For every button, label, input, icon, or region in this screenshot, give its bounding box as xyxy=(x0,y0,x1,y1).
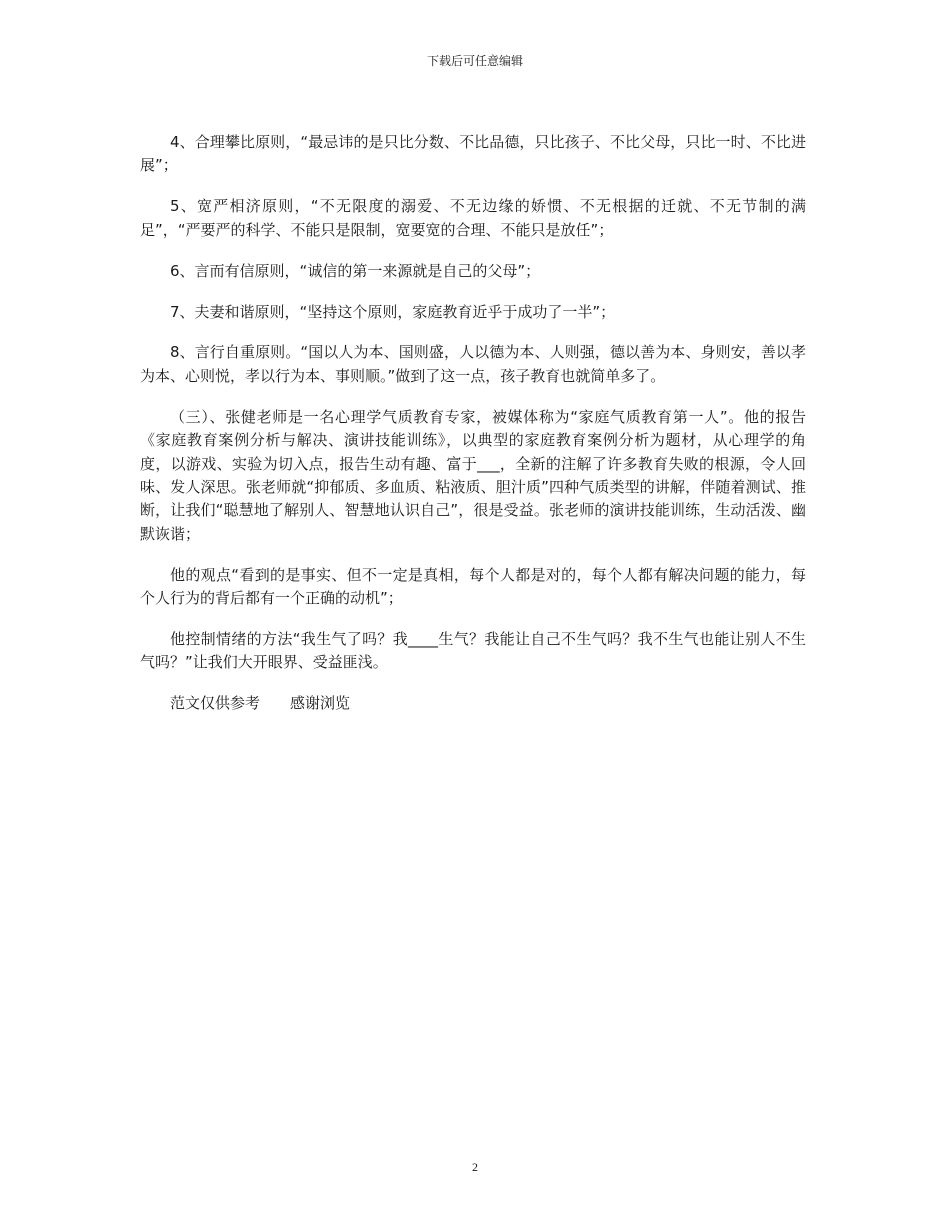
page-header: 下载后可任意编辑 xyxy=(426,54,523,68)
paragraph-principle-6: 6、言而有信原则，“诚信的第一来源就是自己的父母”； xyxy=(170,261,541,280)
paragraph-viewpoint: 他的观点“看到的是事实、但不一定是真相，每个人都是对的，每个人都有解决问题的能力，每个人行为的背后都有一个正确的动机”； xyxy=(140,565,806,608)
paragraph-principle-7: 7、夫妻和谐原则，“坚持这个原则，家庭教育近乎于成功了一半”； xyxy=(170,302,616,321)
paragraph-emotion-control: 他控制情绪的方法“我生气了吗？我____生气？我能让自己不生气吗？我不生气也能让别人不生气吗？”让我们大开眼界、受益匪浅。 xyxy=(140,630,806,672)
page-number: 2 xyxy=(472,1160,478,1174)
closing-note-right: 感谢浏览 xyxy=(290,694,351,713)
paragraph-principle-8: 8、言行自重原则。“国以人为本、国则盛，人以德为本、人则强，德以善为本、身则安，善以孝为本、心则悦，孝以行为本、事则顺。”做到了这一点，孩子教育也就简单多了。 xyxy=(140,343,806,385)
closing-note-left: 范文仅供参考 xyxy=(170,694,261,713)
paragraph-principle-4: 4、合理攀比原则，“最忌讳的是只比分数、不比品德，只比孩子、不比父母，只比一时、不比进展”； xyxy=(140,133,806,175)
paragraph-section-3: （三）、张健老师是一名心理学气质教育专家，被媒体称为“家庭气质教育第一人”。他的报告《家庭教育案例分析与解决、演讲技能训练》，以典型的家庭教育案例分析为题材，从心理学的角度，以游戏、实验为切入点，报告生动有趣、富于___，全新的注解了许多教育失败的根源，令人回味、发人深思。张老师就“抑郁质、多血质、粘液质、胆汁质”四种气质类型的讲解，伴随着测试、推断，让我们“聪慧地了解别人、智慧地认识自己”，很是受益。张老师的演讲技能训练，生动活泼、幽默诙谐； xyxy=(140,407,806,543)
paragraph-principle-5: 5、宽严相济原则，“不无限度的溺爱、不无边缘的娇惯、不无根据的迁就、不无节制的满足”，“严要严的科学、不能只是限制，宽要宽的合理、不能只是放任”； xyxy=(140,197,806,239)
closing-note xyxy=(140,692,806,715)
document-body xyxy=(140,131,806,716)
